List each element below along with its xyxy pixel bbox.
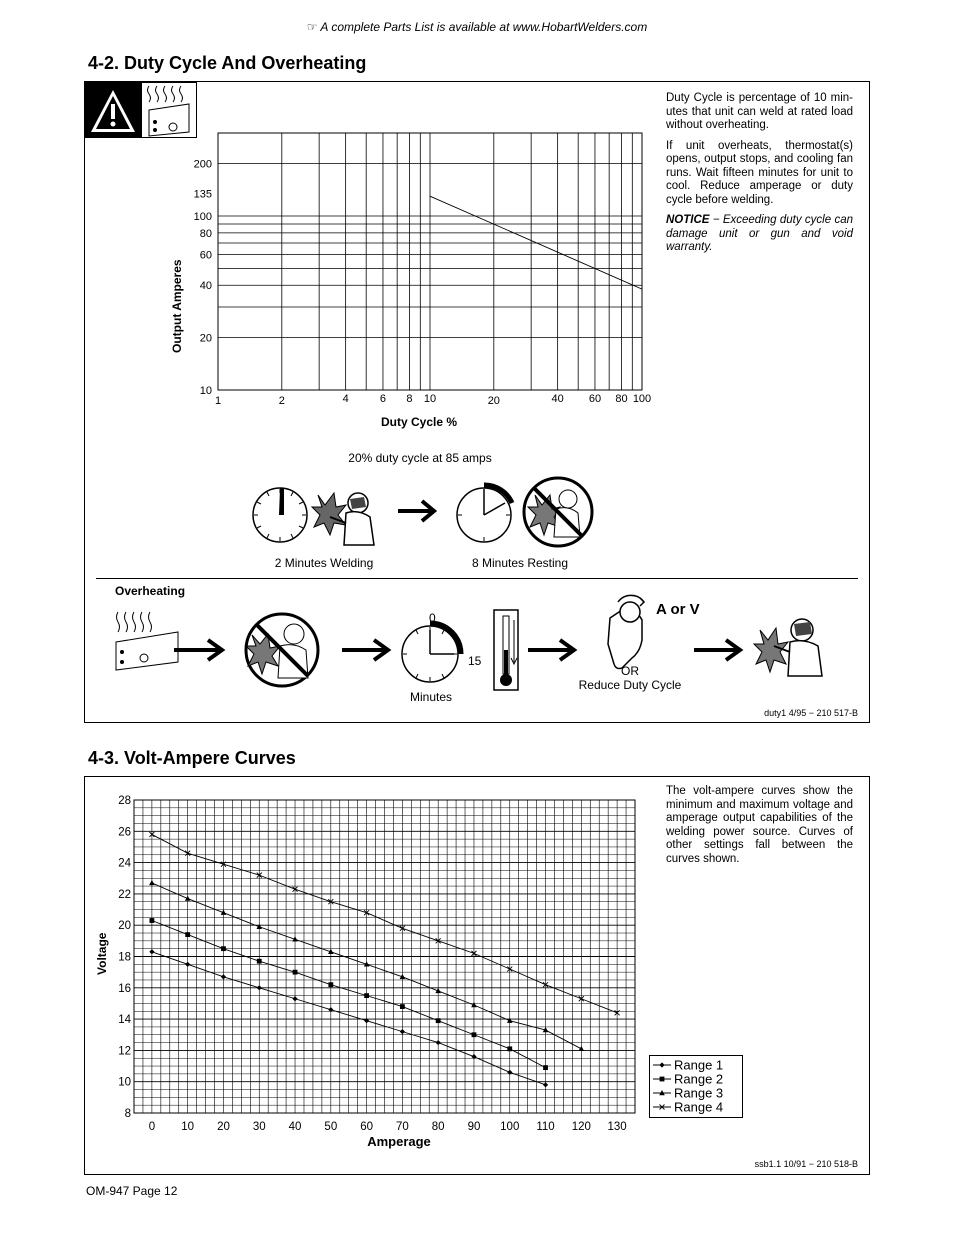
notice-paragraph: [666, 214, 853, 255]
header-note: [0, 20, 954, 34]
arrow-right-icon: [342, 640, 388, 660]
overheating-label: Overheating: [115, 584, 186, 598]
range-1-marker: [471, 1054, 476, 1059]
duty-y-tick-label: 10: [199, 385, 212, 397]
va-chart-x-label: Amperage: [367, 1134, 431, 1149]
a-or-v-label: A or V: [656, 601, 700, 618]
va-x-tick-label: 60: [360, 1121, 374, 1133]
duty-cycle-illustration: [250, 475, 610, 555]
range-1-marker: [257, 985, 262, 990]
range-2-marker: [149, 918, 154, 923]
va-y-tick-label: 16: [118, 982, 131, 995]
va-x-tick-label: 110: [536, 1121, 555, 1133]
range-1-marker: [436, 1040, 441, 1045]
arrow-right-icon: [528, 640, 574, 660]
duty-figure-reference: duty1 4/95 − 210 517-B: [764, 708, 858, 718]
range-2-marker: [364, 993, 369, 998]
legend-label: Range 1: [674, 1057, 724, 1073]
welding-time-label: 2 Minutes Welding: [274, 556, 374, 570]
header-note-text: A complete Parts List is available at www.HobartWelders.com: [320, 20, 648, 34]
pointing-hand-icon: ☞: [306, 20, 318, 34]
page-footer: OM-947 Page 12: [86, 1184, 178, 1198]
va-y-tick-label: 8: [124, 1108, 131, 1120]
hot-unit-icon: [116, 612, 178, 670]
range-2-marker: [660, 1077, 665, 1082]
duty-x-tick-label: 8: [406, 393, 413, 405]
range-2-marker: [221, 946, 226, 951]
section-title-duty-cycle: 4-2. Duty Cycle And Overheating: [88, 53, 367, 73]
thermometer-icon: [494, 610, 518, 690]
va-y-tick-label: 14: [118, 1014, 131, 1027]
va-y-tick-label: 12: [118, 1045, 131, 1058]
va-y-tick-label: 28: [118, 795, 131, 807]
adjust-knob-hand-icon: [608, 595, 644, 668]
duty-y-tick-label: 200: [193, 158, 212, 171]
va-x-tick-label: 30: [252, 1121, 266, 1133]
va-y-tick-label: 18: [118, 951, 131, 964]
panel-divider: [96, 578, 858, 579]
legend-label: Range 4: [674, 1099, 724, 1115]
va-y-tick-label: 26: [118, 826, 131, 839]
range-2-marker: [543, 1065, 548, 1070]
range-2-marker: [257, 959, 262, 964]
va-x-tick-label: 120: [571, 1121, 591, 1133]
overheating-illustration: [110, 590, 830, 700]
resting-time-label: 8 Minutes Resting: [471, 556, 569, 570]
arrow-right-icon: [694, 640, 740, 660]
range-2-marker: [185, 932, 190, 937]
range-2-marker: [436, 1018, 441, 1023]
duty-y-tick-label: 100: [193, 211, 212, 224]
range-2-marker: [400, 1004, 405, 1009]
duty-example-label: 20% duty cycle at 85 amps: [348, 451, 492, 465]
duty-x-tick-label: 6: [379, 393, 387, 405]
va-chart-y-label: Voltage: [95, 932, 109, 975]
duty-x-tick-label: 100: [632, 393, 652, 405]
range-1-marker: [185, 962, 190, 967]
duty-x-tick-label: 10: [423, 393, 437, 405]
no-welding-icon: [524, 478, 592, 546]
section-title-volt-ampere: 4-3. Volt-Ampere Curves: [88, 748, 296, 768]
volt-ampere-description: The volt-ampere curves show the minimum and maximum voltage and amperage output capabilities of the welding power source. Curves of other settings fall between the curves shown.: [666, 785, 853, 865]
duty-y-tick-label: 20: [199, 332, 212, 345]
reduce-duty-cycle-label: Reduce Duty Cycle: [578, 678, 682, 692]
va-x-tick-label: 50: [324, 1121, 338, 1133]
range-1-marker: [400, 1029, 405, 1034]
va-x-tick-label: 10: [181, 1121, 195, 1133]
va-x-tick-label: 20: [217, 1121, 230, 1133]
range-2-marker: [507, 1046, 512, 1051]
va-x-tick-label: 130: [607, 1121, 627, 1133]
notice-label: NOTICE: [666, 214, 710, 226]
duty-y-tick-label: 60: [199, 249, 212, 262]
va-x-tick-label: 70: [395, 1121, 409, 1133]
legend-label: Range 2: [674, 1071, 724, 1087]
va-y-tick-label: 24: [118, 857, 131, 870]
legend-entries: [650, 1056, 742, 1117]
duty-y-tick-label: 80: [199, 227, 212, 240]
range-3-marker: [579, 1046, 585, 1051]
legend-label: Range 3: [674, 1085, 724, 1101]
range-1-marker: [543, 1082, 548, 1087]
no-welding-icon: [246, 614, 318, 686]
timer-start-label: 0: [429, 611, 436, 625]
duty-cycle-description: [666, 92, 853, 262]
duty-x-tick-label: 4: [342, 393, 349, 405]
range-1-marker: [221, 974, 226, 979]
va-x-tick-label: 100: [500, 1121, 520, 1133]
range-1-marker: [507, 1070, 512, 1075]
range-2-marker: [328, 982, 333, 987]
range-1-marker: [149, 949, 154, 954]
va-y-tick-label: 20: [118, 920, 131, 933]
duty-cycle-chart: [160, 128, 660, 438]
duty-x-tick-label: 80: [615, 393, 628, 405]
overheat-explanation: If unit overheats, thermostat(s) opens, output stops, and cooling fan runs. Wait fifteen minutes for unit to cool. Reduce amperage or duty cycle before welding.: [666, 139, 853, 206]
duty-x-tick-label: 2: [278, 395, 285, 407]
arrow-right-icon: [174, 640, 222, 660]
range-2-marker: [293, 970, 298, 975]
range-2-marker: [472, 1032, 477, 1037]
duty-x-tick-label: 20: [487, 395, 500, 407]
va-figure-reference: ssb1.1 10/91 − 210 518-B: [754, 1159, 858, 1169]
minutes-label: Minutes: [409, 690, 453, 704]
duty-chart-y-label: Output Amperes: [170, 259, 184, 353]
range-3-marker: [149, 880, 155, 885]
range-1-marker: [292, 996, 297, 1001]
duty-x-tick-label: 1: [214, 395, 222, 407]
welder-sparks-icon: [312, 493, 374, 545]
duty-x-tick-label: 40: [551, 393, 564, 405]
timer-resting-icon: [457, 485, 512, 542]
va-x-tick-label: 90: [467, 1121, 481, 1133]
duty-cycle-definition: Duty Cycle is percentage of 10 min-utes that unit can weld at rated load without overheating.: [666, 92, 853, 131]
timer-welding-icon: [253, 488, 307, 542]
duty-y-tick-label: 40: [199, 280, 212, 293]
timer-end-label: 15: [468, 654, 482, 668]
va-x-tick-label: 80: [431, 1121, 445, 1133]
va-y-tick-label: 10: [118, 1076, 131, 1089]
arrow-right-icon: [398, 501, 434, 521]
va-y-tick-label: 22: [118, 888, 131, 901]
duty-x-tick-label: 60: [588, 393, 602, 405]
range-1-marker: [328, 1007, 333, 1012]
duty-chart-x-label: Duty Cycle %: [380, 415, 458, 429]
range-1-marker: [659, 1062, 664, 1067]
notice-text: − Exceeding duty cycle can damage unit or gun and void warranty.: [666, 214, 853, 253]
welder-sparks-icon: [754, 619, 822, 676]
va-x-tick-label: 40: [288, 1121, 302, 1133]
or-label: OR: [621, 664, 639, 678]
va-x-tick-label: 0: [148, 1121, 156, 1133]
duty-y-tick-label: 135: [193, 188, 212, 201]
volt-ampere-chart: [90, 790, 650, 1150]
cooling-timer-icon: [402, 623, 461, 682]
va-chart-legend: [649, 1055, 743, 1118]
